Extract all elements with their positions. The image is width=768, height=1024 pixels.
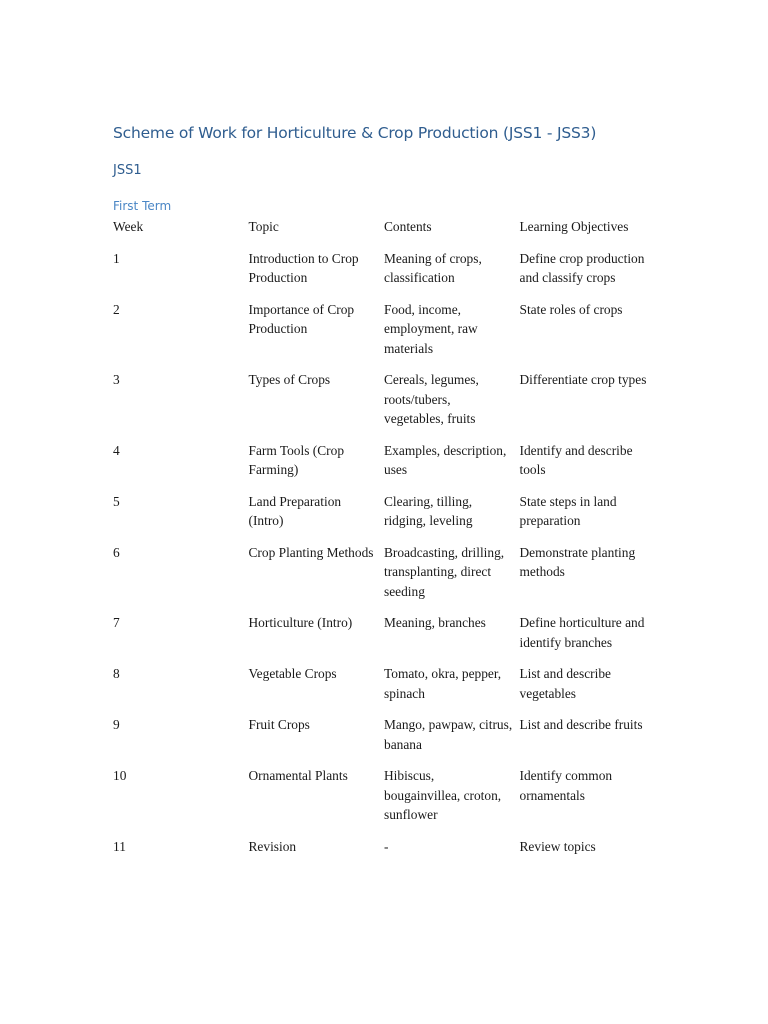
cell-week: 10 bbox=[113, 768, 127, 783]
table-row bbox=[113, 715, 653, 766]
cell-objectives: Define crop production and classify crops bbox=[519, 250, 645, 285]
header-week: Week bbox=[113, 219, 144, 234]
header-topic: Topic bbox=[248, 219, 279, 234]
table-row bbox=[113, 837, 653, 869]
cell-objectives: Define horticulture and identify branches bbox=[519, 615, 645, 650]
cell-contents: Food, income, employment, raw materials bbox=[384, 301, 478, 356]
cell-contents: Meaning of crops, classification bbox=[384, 250, 482, 285]
header-learning-objectives: Learning Objectives bbox=[519, 219, 629, 234]
cell-week: 4 bbox=[113, 442, 120, 458]
cell-objectives: List and describe vegetables bbox=[519, 666, 611, 701]
table-row bbox=[113, 300, 653, 371]
cell-contents: Broadcasting, drilling, transplanting, direct seeding bbox=[384, 544, 505, 599]
cell-contents: Meaning, branches bbox=[384, 615, 486, 630]
document-title: Scheme of Work for Horticulture & Crop Production (JSS1 - JSS3) bbox=[113, 124, 597, 142]
cell-objectives: State steps in land preparation bbox=[519, 493, 617, 528]
cell-week: 6 bbox=[113, 544, 120, 560]
cell-objectives: Identify and describe tools bbox=[519, 442, 633, 477]
table-row bbox=[113, 492, 653, 543]
cell-week: 7 bbox=[113, 615, 120, 630]
cell-topic: Ornamental Plants bbox=[248, 768, 348, 783]
cell-objectives: Identify common ornamentals bbox=[519, 768, 613, 803]
cell-contents: - bbox=[384, 838, 389, 854]
cell-topic: Farm Tools (Crop Farming) bbox=[248, 442, 345, 477]
cell-week: 1 bbox=[113, 250, 120, 266]
cell-contents: Hibiscus, bougainvillea, croton, sunflower bbox=[384, 768, 502, 822]
term-heading: First Term bbox=[113, 199, 172, 213]
header-contents: Contents bbox=[384, 219, 432, 234]
level-heading: JSS1 bbox=[113, 163, 142, 178]
cell-week: 9 bbox=[113, 717, 120, 732]
table-row bbox=[113, 249, 653, 300]
cell-objectives: Differentiate crop types bbox=[519, 372, 647, 387]
cell-topic: Vegetable Crops bbox=[248, 666, 337, 681]
scheme-table bbox=[113, 217, 653, 868]
cell-topic: Types of Crops bbox=[248, 372, 331, 387]
cell-week: 8 bbox=[113, 666, 120, 681]
cell-topic: Horticulture (Intro) bbox=[248, 615, 353, 630]
cell-week: 5 bbox=[113, 493, 120, 509]
table-row bbox=[113, 370, 653, 441]
cell-topic: Importance of Crop Production bbox=[248, 301, 355, 336]
cell-contents: Examples, description, uses bbox=[384, 442, 507, 477]
table-row bbox=[113, 441, 653, 492]
cell-topic: Fruit Crops bbox=[248, 717, 310, 732]
cell-contents: Cereals, legumes, roots/tubers, vegetables, fruits bbox=[384, 372, 479, 426]
table-row bbox=[113, 664, 653, 715]
cell-contents: Tomato, okra, pepper, spinach bbox=[384, 666, 502, 701]
cell-topic: Crop Planting Methods bbox=[248, 544, 374, 560]
cell-week: 2 bbox=[113, 301, 120, 317]
cell-topic: Land Preparation (Intro) bbox=[248, 493, 342, 528]
cell-week: 11 bbox=[113, 838, 126, 854]
cell-topic: Revision bbox=[248, 838, 297, 854]
cell-contents: Clearing, tilling, ridging, leveling bbox=[384, 493, 473, 528]
cell-topic: Introduction to Crop Production bbox=[248, 250, 359, 285]
cell-objectives: State roles of crops bbox=[519, 301, 623, 317]
cell-contents: Mango, pawpaw, citrus, banana bbox=[384, 717, 513, 752]
cell-objectives: List and describe fruits bbox=[519, 717, 643, 732]
cell-objectives: Review topics bbox=[519, 838, 596, 854]
table-row bbox=[113, 613, 653, 664]
table-row bbox=[113, 766, 653, 837]
table-header-row bbox=[113, 217, 653, 249]
cell-objectives: Demonstrate planting methods bbox=[519, 544, 636, 579]
table-row bbox=[113, 543, 653, 614]
cell-week: 3 bbox=[113, 372, 120, 387]
